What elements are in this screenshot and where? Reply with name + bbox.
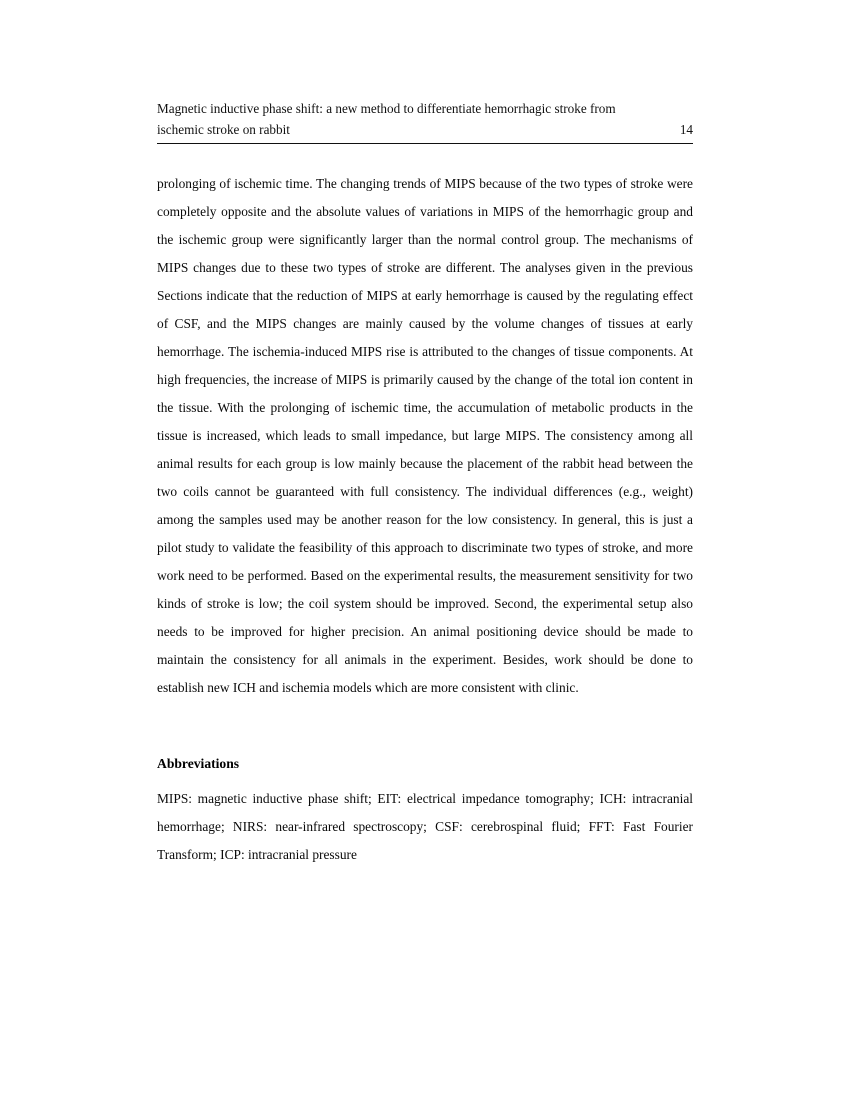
running-head-line-1 <box>157 98 693 119</box>
abbreviations-block <box>157 785 693 869</box>
running-head-title-line-2: ischemic stroke on rabbit <box>157 122 290 137</box>
running-head-title-line-1: Magnetic inductive phase shift: a new method to differentiate hemorrhagic stroke from <box>157 101 616 116</box>
page-number: 14 <box>679 122 693 137</box>
body-paragraph: prolonging of ischemic time. The changing trends of MIPS because of the two types of stroke were completely opposite and the absolute values of variations in MIPS of the hemorrhagic group and the ischemic group were significantly larger than the normal control group. The mechanisms of MIPS changes due to these two types of stroke are different. The analyses given in the previous Sections indicate that the reduction of MIPS at early hemorrhage is caused by the regulating effect of CSF, and the MIPS changes are mainly caused by the volume changes of tissues at early hemorrhage. The ischemia-induced MIPS rise is attributed to the changes of tissue components. At high frequencies, the increase of MIPS is primarily caused by the change of the total ion content in the tissue. With the prolonging of ischemic time, the accumulation of metabolic products in the tissue is increased, which leads to small impedance, but large MIPS. The consistency among all animal results for each group is low mainly because the placement of the rabbit head between the two coils cannot be guaranteed with full consistency. The individual differences (e.g., weight) among the samples used may be another reason for the low consistency. In general, this is just a pilot study to validate the feasibility of this approach to discriminate two types of stroke, and more work need to be performed. Based on the experimental results, the measurement sensitivity for two kinds of stroke is low; the coil system should be improved. Second, the experimental setup also needs to be improved for higher precision. An animal positioning device should be made to maintain the consistency for all animals in the experiment. Besides, work should be done to establish new ICH and ischemia models which are more consistent with clinic. <box>157 176 693 695</box>
header-rule-divider <box>157 143 693 144</box>
running-head <box>157 98 693 144</box>
running-head-line-2 <box>157 119 693 140</box>
section-heading-abbreviations: Abbreviations <box>157 756 240 771</box>
body-text-block <box>157 170 693 702</box>
page-content <box>157 98 693 869</box>
abbreviations-paragraph: MIPS: magnetic inductive phase shift; EIT: electrical impedance tomography; ICH: intracranial hemorrhage; NIRS: near-infrared spectroscopy; CSF: cerebrospinal fluid; FFT: Fast Fourier Transform; ICP: intracranial pressure <box>157 791 693 862</box>
